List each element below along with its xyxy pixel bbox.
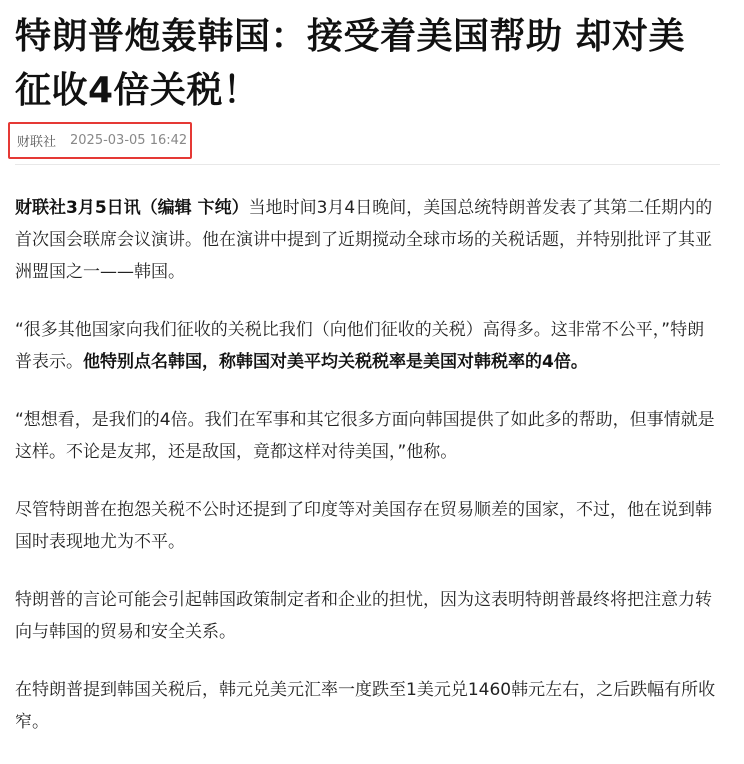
paragraph xyxy=(15,584,720,648)
paragraph-text: 在特朗普提到韩国关税后，韩元兑美元汇率一度跌至1美元兑1460韩元左右，之后跌幅有所收窄。 xyxy=(15,680,716,732)
article-source[interactable]: 财联社 xyxy=(17,135,57,150)
article-body xyxy=(15,192,720,764)
article-title: 特朗普炮轰韩国：接受着美国帮助 却对美征收4倍关税！ xyxy=(15,16,686,111)
paragraph xyxy=(15,192,720,288)
article-meta xyxy=(8,122,192,159)
article xyxy=(15,0,720,732)
paragraph-text: 当地时间3月4日晚间，美国总统特朗普发表了其第二任期内的首次国会联席会议演讲。他在演讲中提到了近期搅动全球市场的关税话题，并特别批评了其亚洲盟国之一——韩国。 xyxy=(15,198,713,282)
article-timestamp: 2025-03-05 16:42 xyxy=(70,133,188,148)
paragraph xyxy=(15,404,720,468)
paragraph xyxy=(15,494,720,558)
paragraph xyxy=(15,674,720,738)
paragraph-text: “想想看，是我们的4倍。我们在军事和其它很多方面向韩国提供了如此多的帮助，但事情就是这样。不论是友邦，还是敌国，竟都这样对待美国，”他称。 xyxy=(15,410,715,462)
paragraph xyxy=(15,314,720,378)
divider xyxy=(15,164,720,165)
paragraph-emphasis: 他特别点名韩国，称韩国对美平均关税税率是美国对韩税率的4倍。 xyxy=(83,352,588,372)
paragraph-text: 特朗普的言论可能会引起韩国政策制定者和企业的担忧，因为这表明特朗普最终将把注意力转向与韩国的贸易和安全关系。 xyxy=(15,590,712,642)
paragraph-text: 尽管特朗普在抱怨关税不公时还提到了印度等对美国存在贸易顺差的国家，不过，他在说到韩国时表现地尤为不平。 xyxy=(15,500,712,552)
paragraph-text: “很多其他国家向我们征收的关税比我们（向他们征收的关税）高得多。这非常不公平，”特朗普表示。 xyxy=(15,320,705,372)
paragraph-lead: 财联社3月5日讯（编辑 卞纯） xyxy=(15,198,249,218)
